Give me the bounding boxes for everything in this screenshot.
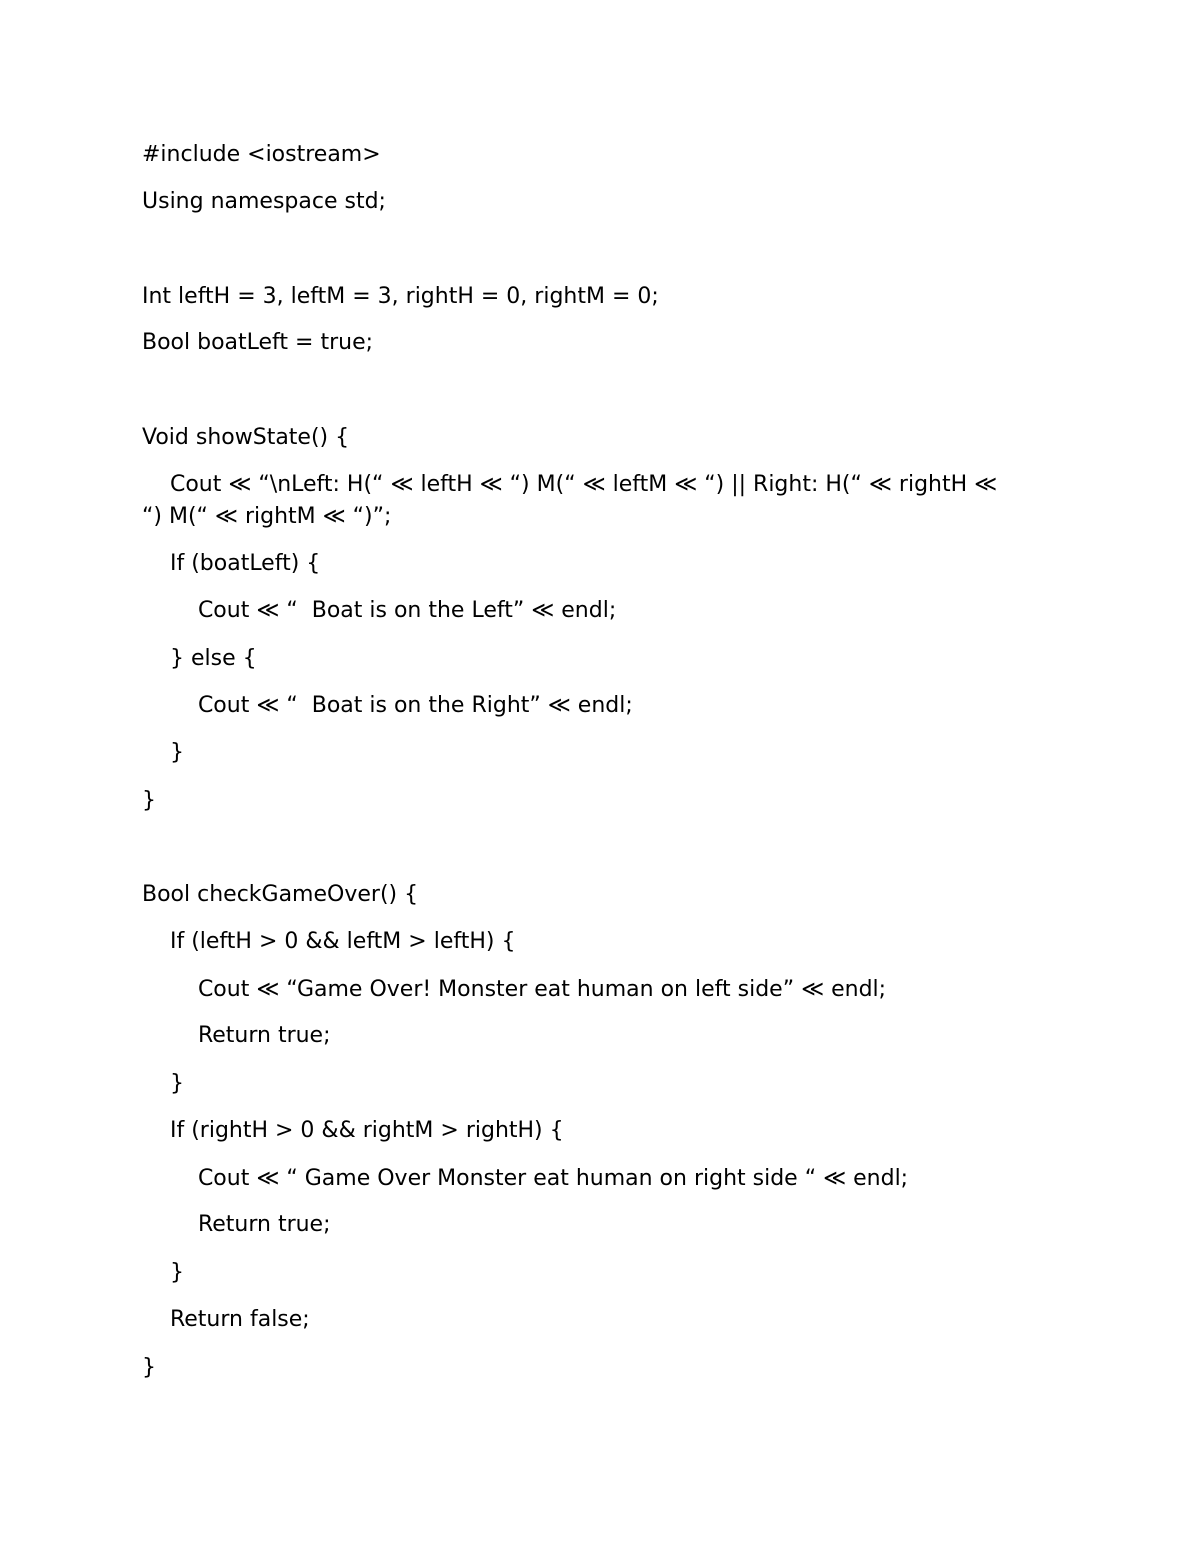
code-line: Return false; <box>142 1307 310 1332</box>
code-line: If (boatLeft) { <box>142 551 321 576</box>
code-line: Using namespace std; <box>142 189 386 214</box>
code-line: “) M(“ ≪ rightM ≪ “)”; <box>142 504 392 529</box>
code-line: Void showState() { <box>142 425 350 450</box>
code-line: Int leftH = 3, leftM = 3, rightH = 0, rightM = 0; <box>142 284 659 309</box>
code-line: If (rightH > 0 && rightM > rightH) { <box>142 1118 564 1143</box>
code-line: } <box>142 1260 184 1285</box>
code-line: Return true; <box>142 1212 331 1237</box>
code-line: #include <iostream> <box>142 142 381 167</box>
code-line: } else { <box>142 646 257 671</box>
code-line: Bool checkGameOver() { <box>142 882 419 907</box>
code-line: Cout ≪ “Game Over! Monster eat human on left side” ≪ endl; <box>142 977 887 1002</box>
code-line: Cout ≪ “ Boat is on the Left” ≪ endl; <box>142 598 617 623</box>
code-line: Cout ≪ “ Game Over Monster eat human on right side “ ≪ endl; <box>142 1166 909 1191</box>
code-line: } <box>142 740 184 765</box>
code-line: } <box>142 1071 184 1096</box>
code-line: Cout ≪ “\nLeft: H(“ ≪ leftH ≪ “) M(“ ≪ leftM ≪ “) || Right: H(“ ≪ rightH ≪ <box>142 472 998 497</box>
code-line: Bool boatLeft = true; <box>142 330 374 355</box>
code-line: If (leftH > 0 && leftM > leftH) { <box>142 929 516 954</box>
code-line: } <box>142 788 156 813</box>
code-line: Return true; <box>142 1023 331 1048</box>
code-line: } <box>142 1355 156 1380</box>
code-line: Cout ≪ “ Boat is on the Right” ≪ endl; <box>142 693 633 718</box>
